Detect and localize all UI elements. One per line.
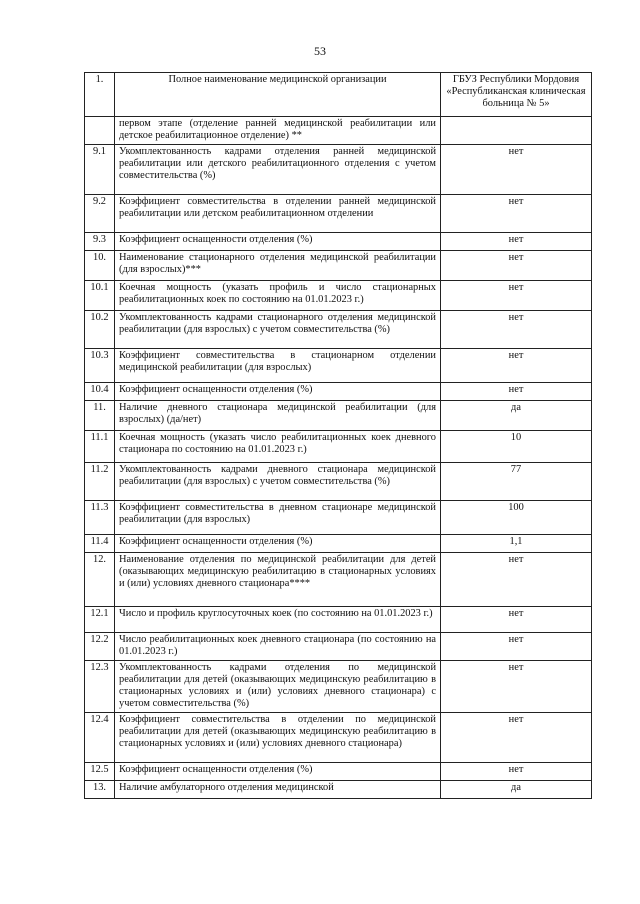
row-name-cell: Коэффициент совместительства в отделении ранней медицинской реабилитации или детском реабилитационном отделении [115,195,441,233]
table-row [85,117,592,145]
row-name-cell: Число и профиль круглосуточных коек (по состоянию на 01.01.2023 г.) [115,607,441,633]
table-row [85,763,592,781]
table-row [85,401,592,431]
row-num-cell: 10.4 [85,383,115,401]
row-value-cell: нет [441,251,592,281]
organization-info-table [84,72,592,799]
row-name-cell: Коэффициент оснащенности отделения (%) [115,233,441,251]
header-name-cell: Полное наименование медицинской организации [115,73,441,117]
row-name-cell: Коэффициент оснащенности отделения (%) [115,383,441,401]
table-row [85,713,592,763]
row-value-cell: нет [441,661,592,713]
row-num-cell: 11.2 [85,463,115,501]
table-row [85,311,592,349]
row-value-cell: нет [441,281,592,311]
row-num-cell: 10. [85,251,115,281]
row-value-cell: нет [441,633,592,661]
row-value-cell: нет [441,311,592,349]
row-name-cell: Укомплектованность кадрами отделения по медицинской реабилитации для детей (оказывающих медицинскую реабилитацию в стационарных условиях и (или) условиях дневного стационара) с учетом совместительства (%) [115,661,441,713]
row-value-cell [441,117,592,145]
row-value-cell: нет [441,763,592,781]
row-num-cell: 10.3 [85,349,115,383]
table-row [85,501,592,535]
row-name-cell: Число реабилитационных коек дневного стационара (по состоянию на 01.01.2023 г.) [115,633,441,661]
row-name-cell: Коэффициент совместительства в дневном стационаре медицинской реабилитации (для взрослых) [115,501,441,535]
row-name-cell: Коэффициент оснащенности отделения (%) [115,763,441,781]
page-number: 53 [314,44,326,58]
row-num-cell: 12. [85,553,115,607]
row-name-cell: Коечная мощность (указать профиль и число стационарных реабилитационных коек по состоянию на 01.01.2023 г.) [115,281,441,311]
row-value-cell: нет [441,713,592,763]
row-value-cell: нет [441,553,592,607]
row-name-cell: Наличие амбулаторного отделения медицинской [115,781,441,799]
row-num-cell: 9.1 [85,145,115,195]
row-num-cell: 11.1 [85,431,115,463]
row-num-cell: 11. [85,401,115,431]
row-name-cell: Укомплектованность кадрами дневного стационара медицинской реабилитации (для взрослых) с учетом совместительства (%) [115,463,441,501]
row-value-cell: нет [441,383,592,401]
row-name-cell: Коэффициент совместительства в отделении по медицинской реабилитации для детей (оказывающих медицинскую реабилитацию в стационарных условиях и (или) условиях дневного стационара) [115,713,441,763]
row-value-cell: нет [441,145,592,195]
row-name-cell: Укомплектованность кадрами отделения ранней медицинской реабилитации или детского реабилитационного отделения с учетом совместительства (%) [115,145,441,195]
row-num-cell: 10.2 [85,311,115,349]
table-header-row [85,73,592,117]
row-value-cell: 10 [441,431,592,463]
table-row [85,607,592,633]
table-body [85,117,592,799]
header-value-cell: ГБУЗ Республики Мордовия «Республиканская клиническая больница № 5» [441,73,592,117]
row-name-cell: Укомплектованность кадрами стационарного отделения медицинской реабилитации (для взрослых) с учетом совместительства (%) [115,311,441,349]
row-name-cell: Коэффициент совместительства в стационарном отделении медицинской реабилитации (для взрослых) [115,349,441,383]
row-num-cell: 12.3 [85,661,115,713]
row-value-cell: 1,1 [441,535,592,553]
row-value-cell: 100 [441,501,592,535]
row-num-cell: 12.5 [85,763,115,781]
table-row [85,383,592,401]
table-row [85,431,592,463]
row-name-cell: Коэффициент оснащенности отделения (%) [115,535,441,553]
row-name-cell: первом этапе (отделение ранней медицинской реабилитации или детское реабилитационное отделение) ** [115,117,441,145]
row-value-cell: нет [441,195,592,233]
header-num-cell: 1. [85,73,115,117]
row-value-cell: да [441,401,592,431]
row-name-cell: Наименование стационарного отделения медицинской реабилитации (для взрослых)*** [115,251,441,281]
row-name-cell: Коечная мощность (указать число реабилитационных коек дневного стационара по состоянию на 01.01.2023 г.) [115,431,441,463]
table-row [85,535,592,553]
table-row [85,281,592,311]
table-row [85,251,592,281]
row-num-cell: 11.3 [85,501,115,535]
row-num-cell: 9.3 [85,233,115,251]
row-num-cell: 13. [85,781,115,799]
row-num-cell: 10.1 [85,281,115,311]
table-row [85,781,592,799]
row-num-cell [85,117,115,145]
row-num-cell: 9.2 [85,195,115,233]
table-row [85,349,592,383]
table-row [85,553,592,607]
row-value-cell: нет [441,233,592,251]
table-row [85,195,592,233]
row-num-cell: 12.2 [85,633,115,661]
table-row [85,633,592,661]
row-value-cell: нет [441,349,592,383]
row-value-cell: 77 [441,463,592,501]
row-num-cell: 12.1 [85,607,115,633]
table-row [85,463,592,501]
row-name-cell: Наименование отделения по медицинской реабилитации для детей (оказывающих медицинскую реабилитацию в стационарных условиях и (или) условиях дневного стационара**** [115,553,441,607]
table-row [85,145,592,195]
table-row [85,661,592,713]
row-num-cell: 11.4 [85,535,115,553]
row-value-cell: да [441,781,592,799]
row-value-cell: нет [441,607,592,633]
row-num-cell: 12.4 [85,713,115,763]
row-name-cell: Наличие дневного стационара медицинской реабилитации (для взрослых) (да/нет) [115,401,441,431]
table-row [85,233,592,251]
